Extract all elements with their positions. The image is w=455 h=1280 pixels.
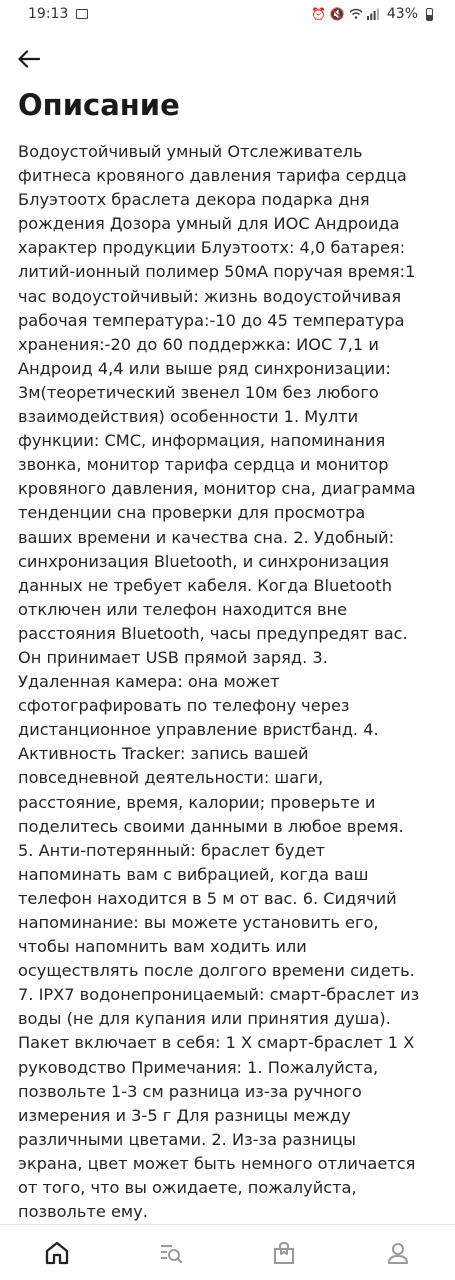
wifi-icon (349, 8, 363, 20)
nav-profile[interactable] (368, 1231, 428, 1275)
battery-icon (426, 8, 433, 21)
nav-search[interactable] (141, 1231, 201, 1275)
home-icon (44, 1240, 70, 1266)
nav-orders[interactable] (254, 1231, 314, 1275)
battery-percent: 43% (386, 6, 418, 22)
alarm-icon: ⏰ (310, 7, 326, 21)
status-right (311, 6, 433, 22)
signal-icon (367, 8, 379, 20)
mute-icon: 🔇 (329, 7, 345, 21)
search-list-icon (158, 1240, 184, 1266)
status-bar (0, 0, 455, 28)
product-description: Водоустойчивый умный Отслеживатель фитнеса кровяного давления тарифа сердца Блуэтоотх браслета декора подарка дня рождения Дозора умный для ИОС Андроида характер продукции Блуэтоотх: 4,0 батарея: литий-ионный полимер 50мА поручая время:1 час водоустойчивый: жизнь водоустойчивая рабочая температура:-10 до 45 температура хранения:-20 до 60 поддержка: ИОС 7,1 и Андроид 4,4 или выше ряд синхронизации: 3м(теоретический звенел 10м без любого взаимодействия) особенности 1. Мулти функции: СМС, информация, напоминания звонка, монитор тарифа сердца и монитор кровяного давления, монитор сна, диаграмма тенденции сна проверки для просмотра ваших времени и качества сна. 2. Удобный: синхронизация Bluetooth, и синхронизация данных не требует кабеля. Когда Bluetooth отключен или телефон находится вне расстояния Bluetooth, часы предупредят вас. Он принимает USB прямой заряд. 3. Удаленная камера: она может сфотографировать по телефону через дистанционное управление вристбанд. 4. Активность Tracker: запись вашей повседневной деятельности: шаги, расстояние, время, калории; проверьте и поделитесь своими данными в любое время. 5. Анти-потерянный: браслет будет напоминать вам с вибрацией, когда ваш телефон находится в 5 м от вас. 6. Сидячий напоминание: вы можете установить его, чтобы напомнить вам ходить или осуществлять после долгого времени сидеть. 7. IPX7 водонепроницаемый: смарт-браслет из воды (не для купания или принятия душа). Пакет включает в себя: 1 X смарт-браслет 1 X руководство Примечания: 1. Пожалуйста, позвольте 1-3 см разница из-за ручного измерения и 3-5 г Для разницы между различными цветами. 2. Из-за разницы экрана, цвет может быть немного отличается от того, что вы ожидаете, пожалуйста, позвольте ему. (18, 142, 420, 1222)
bottom-nav (0, 1225, 455, 1280)
status-time: 19:13 (28, 6, 69, 22)
back-button[interactable] (12, 42, 46, 76)
arrow-left-icon (18, 50, 40, 68)
nav-home[interactable] (27, 1231, 87, 1275)
status-left (28, 6, 88, 22)
page-title: Описание (18, 88, 180, 122)
status-icons (311, 7, 379, 21)
gallery-icon (76, 9, 88, 19)
profile-icon (385, 1240, 411, 1266)
shopping-bag-icon (271, 1240, 297, 1266)
